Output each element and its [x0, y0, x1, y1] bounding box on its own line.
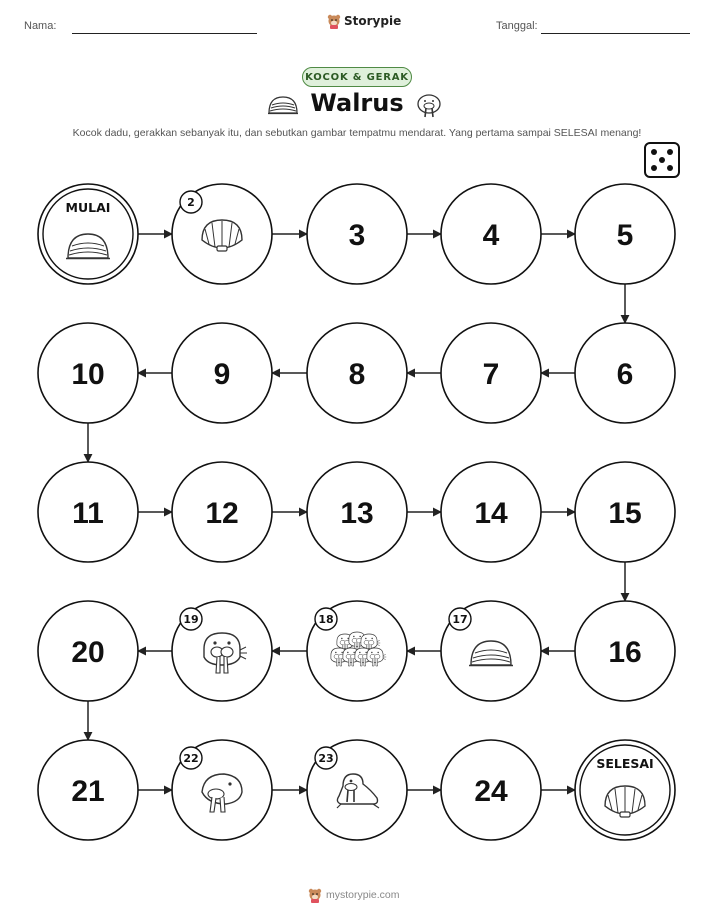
brand-name: Storypie: [344, 14, 402, 28]
space-number: 18: [318, 613, 334, 626]
board-space-21: [38, 740, 138, 840]
board-space-6: [575, 323, 675, 423]
board-spaces: [38, 184, 675, 840]
board-space-8: [307, 323, 407, 423]
space-number: 12: [205, 497, 239, 530]
board-space-20: [38, 601, 138, 701]
space-label: MULAI: [65, 200, 111, 215]
space-number: 7: [482, 358, 500, 391]
board-space-10: [38, 323, 138, 423]
space-number: 11: [72, 497, 104, 530]
space-number: 21: [71, 775, 105, 808]
space-number: 19: [183, 613, 199, 626]
space-number: 2: [187, 196, 195, 209]
space-number: 6: [616, 358, 634, 391]
space-number: 5: [616, 219, 634, 252]
board-space-23: [307, 740, 407, 840]
board-space-22: [172, 740, 272, 840]
space-number: 13: [340, 497, 374, 530]
space-number: 24: [474, 775, 508, 808]
finish-space: [575, 740, 675, 840]
space-number: 23: [318, 752, 334, 765]
activity-badge: KOCOK & GERAK: [302, 67, 412, 87]
page-title: Walrus: [310, 89, 404, 117]
board-space-2: [172, 184, 272, 284]
board-space-15: [575, 462, 675, 562]
instructions: Kocok dadu, gerakkan sebanyak itu, dan sebutkan gambar tempatmu mendarat. Yang pertama sampai SELESAI menang!: [72, 127, 642, 139]
board-space-24: [441, 740, 541, 840]
footer: [308, 887, 400, 903]
board-space-11: [38, 462, 138, 562]
space-number: 22: [183, 752, 199, 765]
space-number: 3: [348, 219, 366, 252]
name-label: Nama:: [24, 20, 57, 32]
board-space-7: [441, 323, 541, 423]
space-number: 9: [213, 358, 231, 391]
space-number: 20: [71, 636, 105, 669]
space-number: 16: [608, 636, 642, 669]
board-space-17: [441, 601, 541, 701]
space-number: 10: [71, 358, 105, 391]
space-number: 8: [348, 358, 366, 391]
board-space-4: [441, 184, 541, 284]
bear-mascot-icon: [308, 887, 322, 903]
board-space-14: [441, 462, 541, 562]
board-space-13: [307, 462, 407, 562]
space-number: 4: [482, 219, 500, 252]
board-space-5: [575, 184, 675, 284]
board-space-19: [172, 601, 272, 701]
board-space-16: [575, 601, 675, 701]
start-space: [38, 184, 138, 284]
space-number: 14: [474, 497, 508, 530]
board-space-12: [172, 462, 272, 562]
board-space-18: [307, 601, 407, 701]
footer-url[interactable]: mystorypie.com: [326, 889, 400, 901]
board-space-9: [172, 323, 272, 423]
space-label: SELESAI: [596, 756, 654, 771]
date-label: Tanggal:: [496, 20, 538, 32]
space-number: 15: [608, 497, 642, 530]
space-number: 17: [452, 613, 468, 626]
board-space-3: [307, 184, 407, 284]
